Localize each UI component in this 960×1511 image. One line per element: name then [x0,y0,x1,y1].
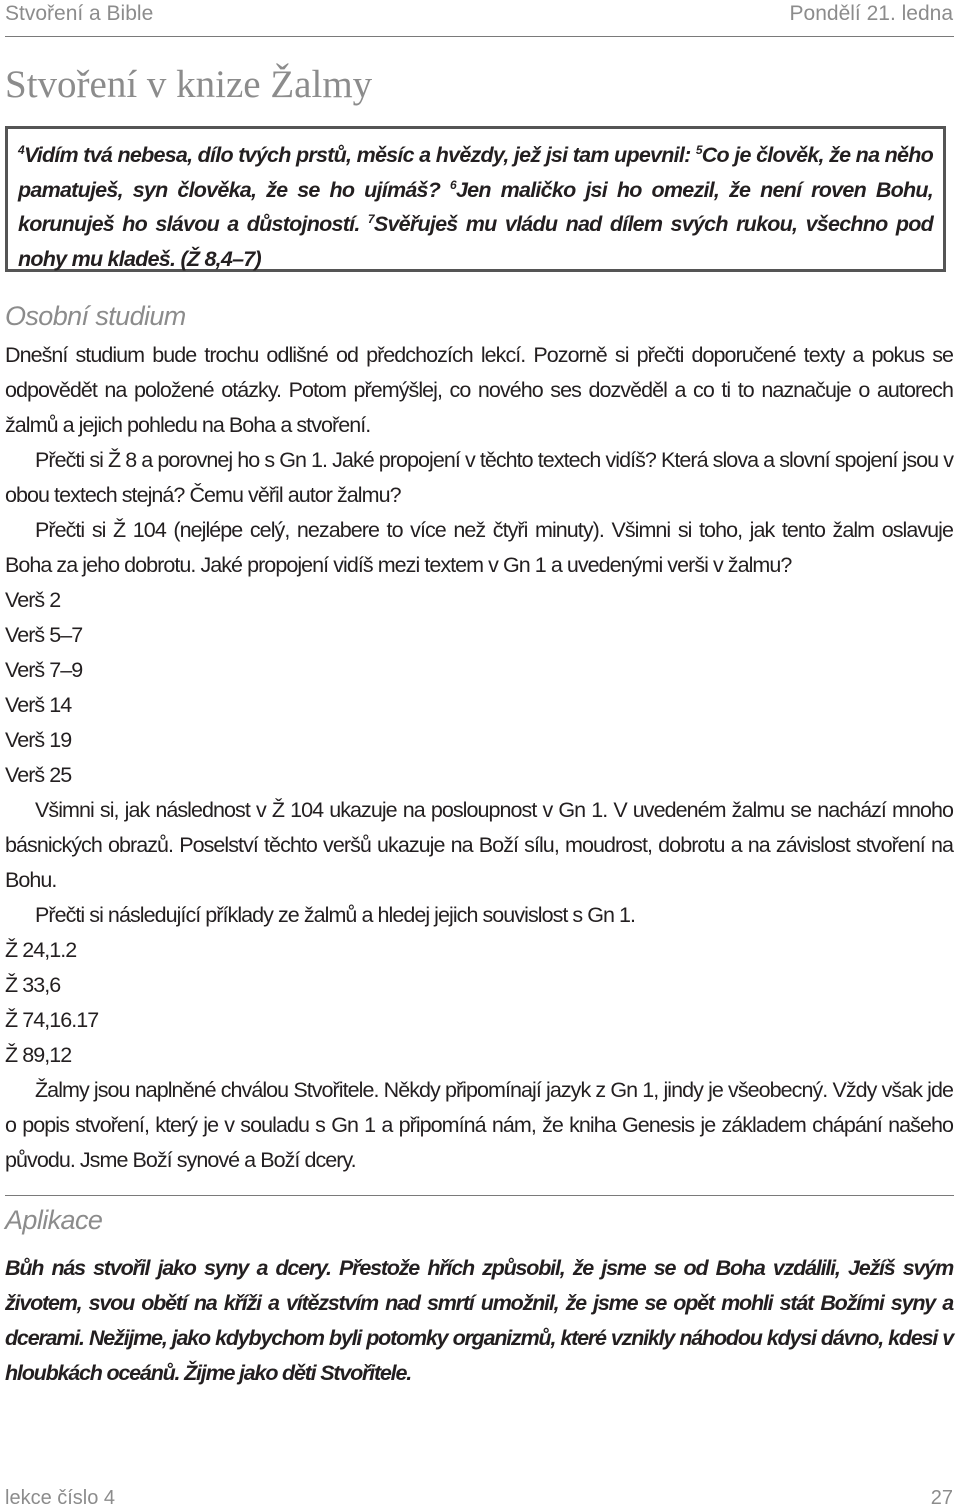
running-header-date: Pondělí 21. ledna [789,2,953,25]
verse-4: Vidím tvá nebesa, dílo tvých prstů, měsíc a hvězdy, jež jsi tam upevnil: [23,143,696,167]
verse-list-item: Verš 2 [5,588,61,612]
verse-number: 7 [367,211,374,226]
verse-7: Svěřuješ mu vládu nad dílem svých rukou, všechno pod nohy mu kladeš. [18,212,934,271]
study-body [5,338,953,1178]
section-heading-study: Osobní studium [5,301,186,331]
study-paragraph: Žalmy jsou naplněné chválou Stvořitele. Někdy připomínají jazyk z Gn 1, jindy je všeobecný. Vždy však jde o popis stvoření, který je v souladu s Gn 1 a připomíná nám, že kniha Genesis je základem chápání našeho původu. Jsme Boží synové a Boží dcery. [5,1078,953,1172]
verse-number: 6 [450,177,456,192]
bible-verse-text [18,138,933,276]
verse-list-item: Verš 7–9 [5,658,83,682]
bible-verse-box [5,126,946,272]
footer-lesson: lekce číslo 4 [5,1487,116,1509]
verse-list-item: Verš 14 [5,693,72,717]
header-divider [5,36,954,37]
verse-number: 5 [695,142,702,157]
study-paragraph: Dnešní studium bude trochu odlišné od předchozích lekcí. Pozorně si přečti doporučené texty a pokus se odpovědět na položené otázky. Potom přemýšlej, co nového ses dozvěděl a co ti to naznačuje o autorech žalmů a jejich pohledu na Boha a stvoření. [5,343,953,437]
psalm-list-item: Ž 24,1.2 [5,938,77,962]
section-divider [5,1195,954,1196]
verse-reference: (Ž 8,4–7) [180,246,261,271]
psalm-list-item: Ž 74,16.17 [5,1008,99,1032]
application-paragraph: Bůh nás stvořil jako syny a dcery. Přestože hřích způsobil, že jsme se od Boha vzdálili, Ježíš svým životem, svou obětí na kříži a vítězstvím nad smrtí umožnil, že jsme se opět mohli stát Božími syny a dcerami. Nežijme, jako kdybychom byli potomky organizmů, které vznikly náhodou kdysi dávno, kdesi v hloubkách oceánů. Žijme jako děti Stvořitele. [5,1256,953,1385]
running-header-title: Stvoření a Bible [5,2,154,25]
page-title: Stvoření v knize Žalmy [5,63,373,106]
page-number: 27 [930,1487,953,1509]
study-paragraph: Přečti si Ž 8 a porovnej ho s Gn 1. Jaké propojení v těchto textech vidíš? Která slova a slovní spojení jsou v obou textech stejná? Čemu věřil autor žalmu? [5,448,953,507]
psalm-list-item: Ž 89,12 [5,1043,72,1067]
verse-number: 4 [18,142,24,157]
psalm-list-item: Ž 33,6 [5,973,61,997]
section-heading-application: Aplikace [5,1205,103,1235]
verse-list-item: Verš 5–7 [5,623,83,647]
verse-list-item: Verš 19 [5,728,72,752]
study-paragraph: Přečti si Ž 104 (nejlépe celý, nezabere to více než čtyři minuty). Všimni si toho, jak tento žalm oslavuje Boha za jeho dobrotu. Jaké propojení vidíš mezi textem v Gn 1 a uvedenými verši v žalmu? [5,518,953,577]
study-paragraph: Přečti si následující příklady ze žalmů a hledej jejich souvislost s Gn 1. [35,903,636,927]
verse-6: Jen maličko jsi ho omezil, že není roven Bohu, korunuješ ho slávou a důstojností. [18,177,933,236]
application-body [5,1251,953,1391]
verse-5: Co je člověk, že na něho pamatuješ, syn člověka, že se ho ujímáš? [18,143,933,202]
verse-list-item: Verš 25 [5,763,72,787]
study-paragraph: Všimni si, jak následnost v Ž 104 ukazuje na posloupnost v Gn 1. V uvedeném žalmu se nachází mnoho básnických obrazů. Poselství těchto veršů ukazuje na Boží sílu, moudrost, dobrotu a na závislost stvoření na Bohu. [5,798,953,892]
